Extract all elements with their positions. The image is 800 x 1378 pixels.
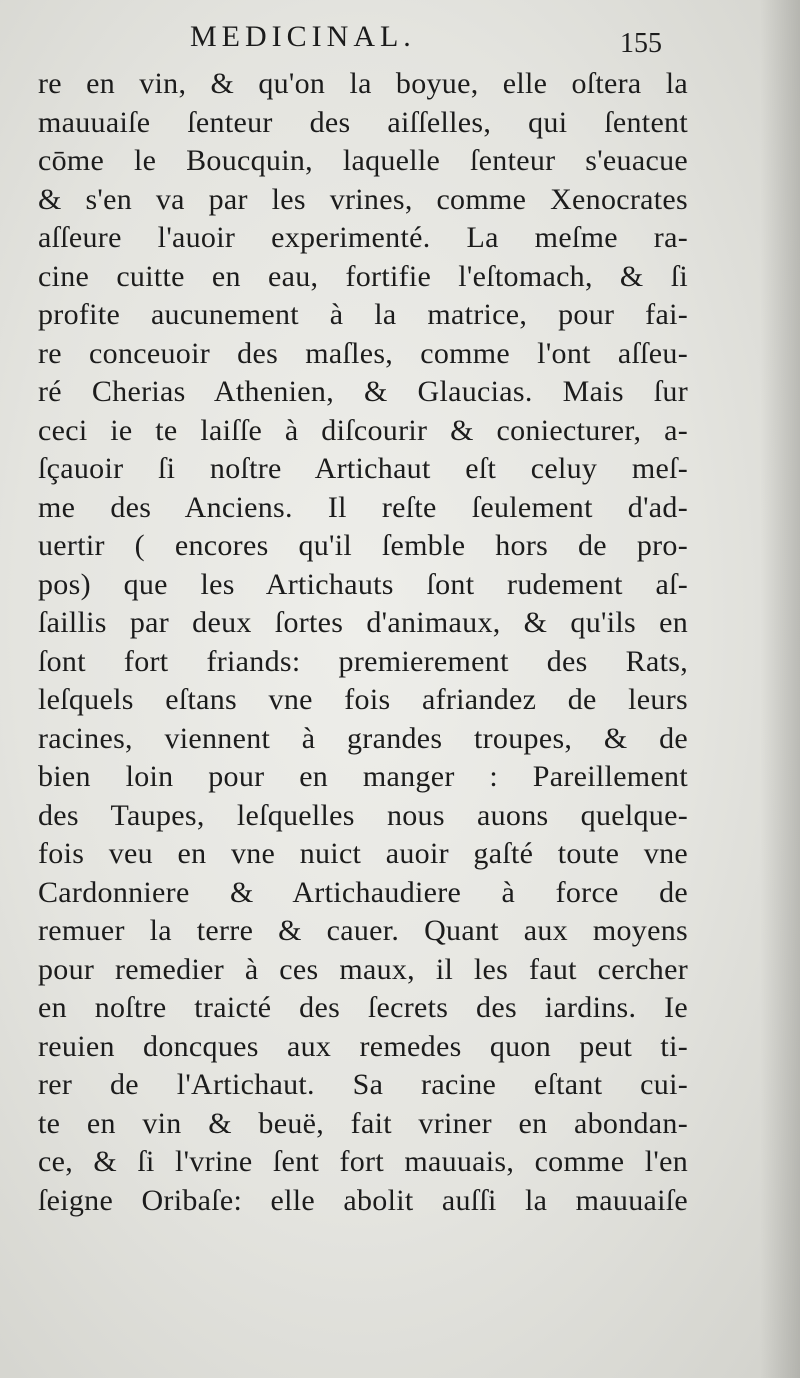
text-line: me des Anciens. Il reſte ſeulement d'ad- — [38, 490, 688, 524]
text-line: te en vin & beuë, fait vriner en abondan- — [38, 1106, 688, 1140]
text-line: leſquels eſtans vne fois afriandez de leurs — [38, 683, 688, 716]
text-line: ré Cherias Athenien, & Glaucias. Mais ſur — [38, 375, 688, 408]
page-number: 155 — [620, 28, 662, 59]
text-line: mauuaiſe ſenteur des aiſſelles, qui ſentent — [38, 105, 688, 139]
text-line: re conceuoir des maſles, comme l'ont aſſeu- — [38, 336, 688, 370]
running-head — [0, 16, 800, 60]
text-line: pour remedier à ces maux, il les faut cercher — [38, 952, 688, 986]
text-line: des Taupes, leſquelles nous auons quelque- — [38, 798, 688, 832]
text-line: fois veu en vne nuict auoir gaſté toute vne — [38, 837, 688, 870]
text-line: en noſtre traicté des ſecrets des iardins. Ie — [38, 991, 688, 1024]
text-line: ce, & ſi l'vrine ſent fort mauuais, comme l'en — [38, 1145, 688, 1178]
text-line: racines, viennent à grandes troupes, & de — [38, 721, 688, 755]
text-line: rer de l'Artichaut. Sa racine eſtant cui- — [38, 1068, 688, 1101]
page-edge-shadow — [760, 0, 800, 1378]
text-line: ſaillis par deux ſortes d'animaux, & qu'ils en — [38, 606, 688, 639]
text-line: profite aucunement à la matrice, pour fai- — [38, 298, 688, 331]
text-line: ſont fort friands: premierement des Rats, — [38, 644, 688, 678]
running-head-title: MEDICINAL. — [190, 20, 416, 53]
text-line: re en vin, & qu'on la boyue, elle oſtera la — [38, 67, 688, 100]
text-line: reuien doncques aux remedes quon peut ti- — [38, 1029, 688, 1063]
text-line: cine cuitte en eau, fortifie l'eſtomach, & ſi — [38, 259, 688, 293]
text-line: remuer la terre & cauer. Quant aux moyens — [38, 914, 688, 947]
text-line: pos) que les Artichauts ſont rudement aſ- — [38, 567, 688, 601]
text-line: uertir ( encores qu'il ſemble hors de pro- — [38, 529, 688, 562]
text-line: cōme le Boucquin, laquelle ſenteur s'euacue — [38, 144, 688, 177]
text-line: ceci ie te laiſſe à diſcourir & coniecturer, a- — [38, 413, 688, 447]
text-line: aſſeure l'auoir experimenté. La meſme ra- — [38, 221, 688, 254]
text-line: bien loin pour en manger : Pareillement — [38, 760, 688, 793]
text-line: ſçauoir ſi noſtre Artichaut eſt celuy meſ- — [38, 452, 688, 485]
body-text — [38, 65, 688, 1220]
text-line: ſeigne Oribaſe: elle abolit auſſi la mauuaiſe — [38, 1183, 688, 1217]
text-line: & s'en va par les vrines, comme Xenocrates — [38, 182, 688, 216]
text-line: Cardonniere & Artichaudiere à force de — [38, 875, 688, 909]
